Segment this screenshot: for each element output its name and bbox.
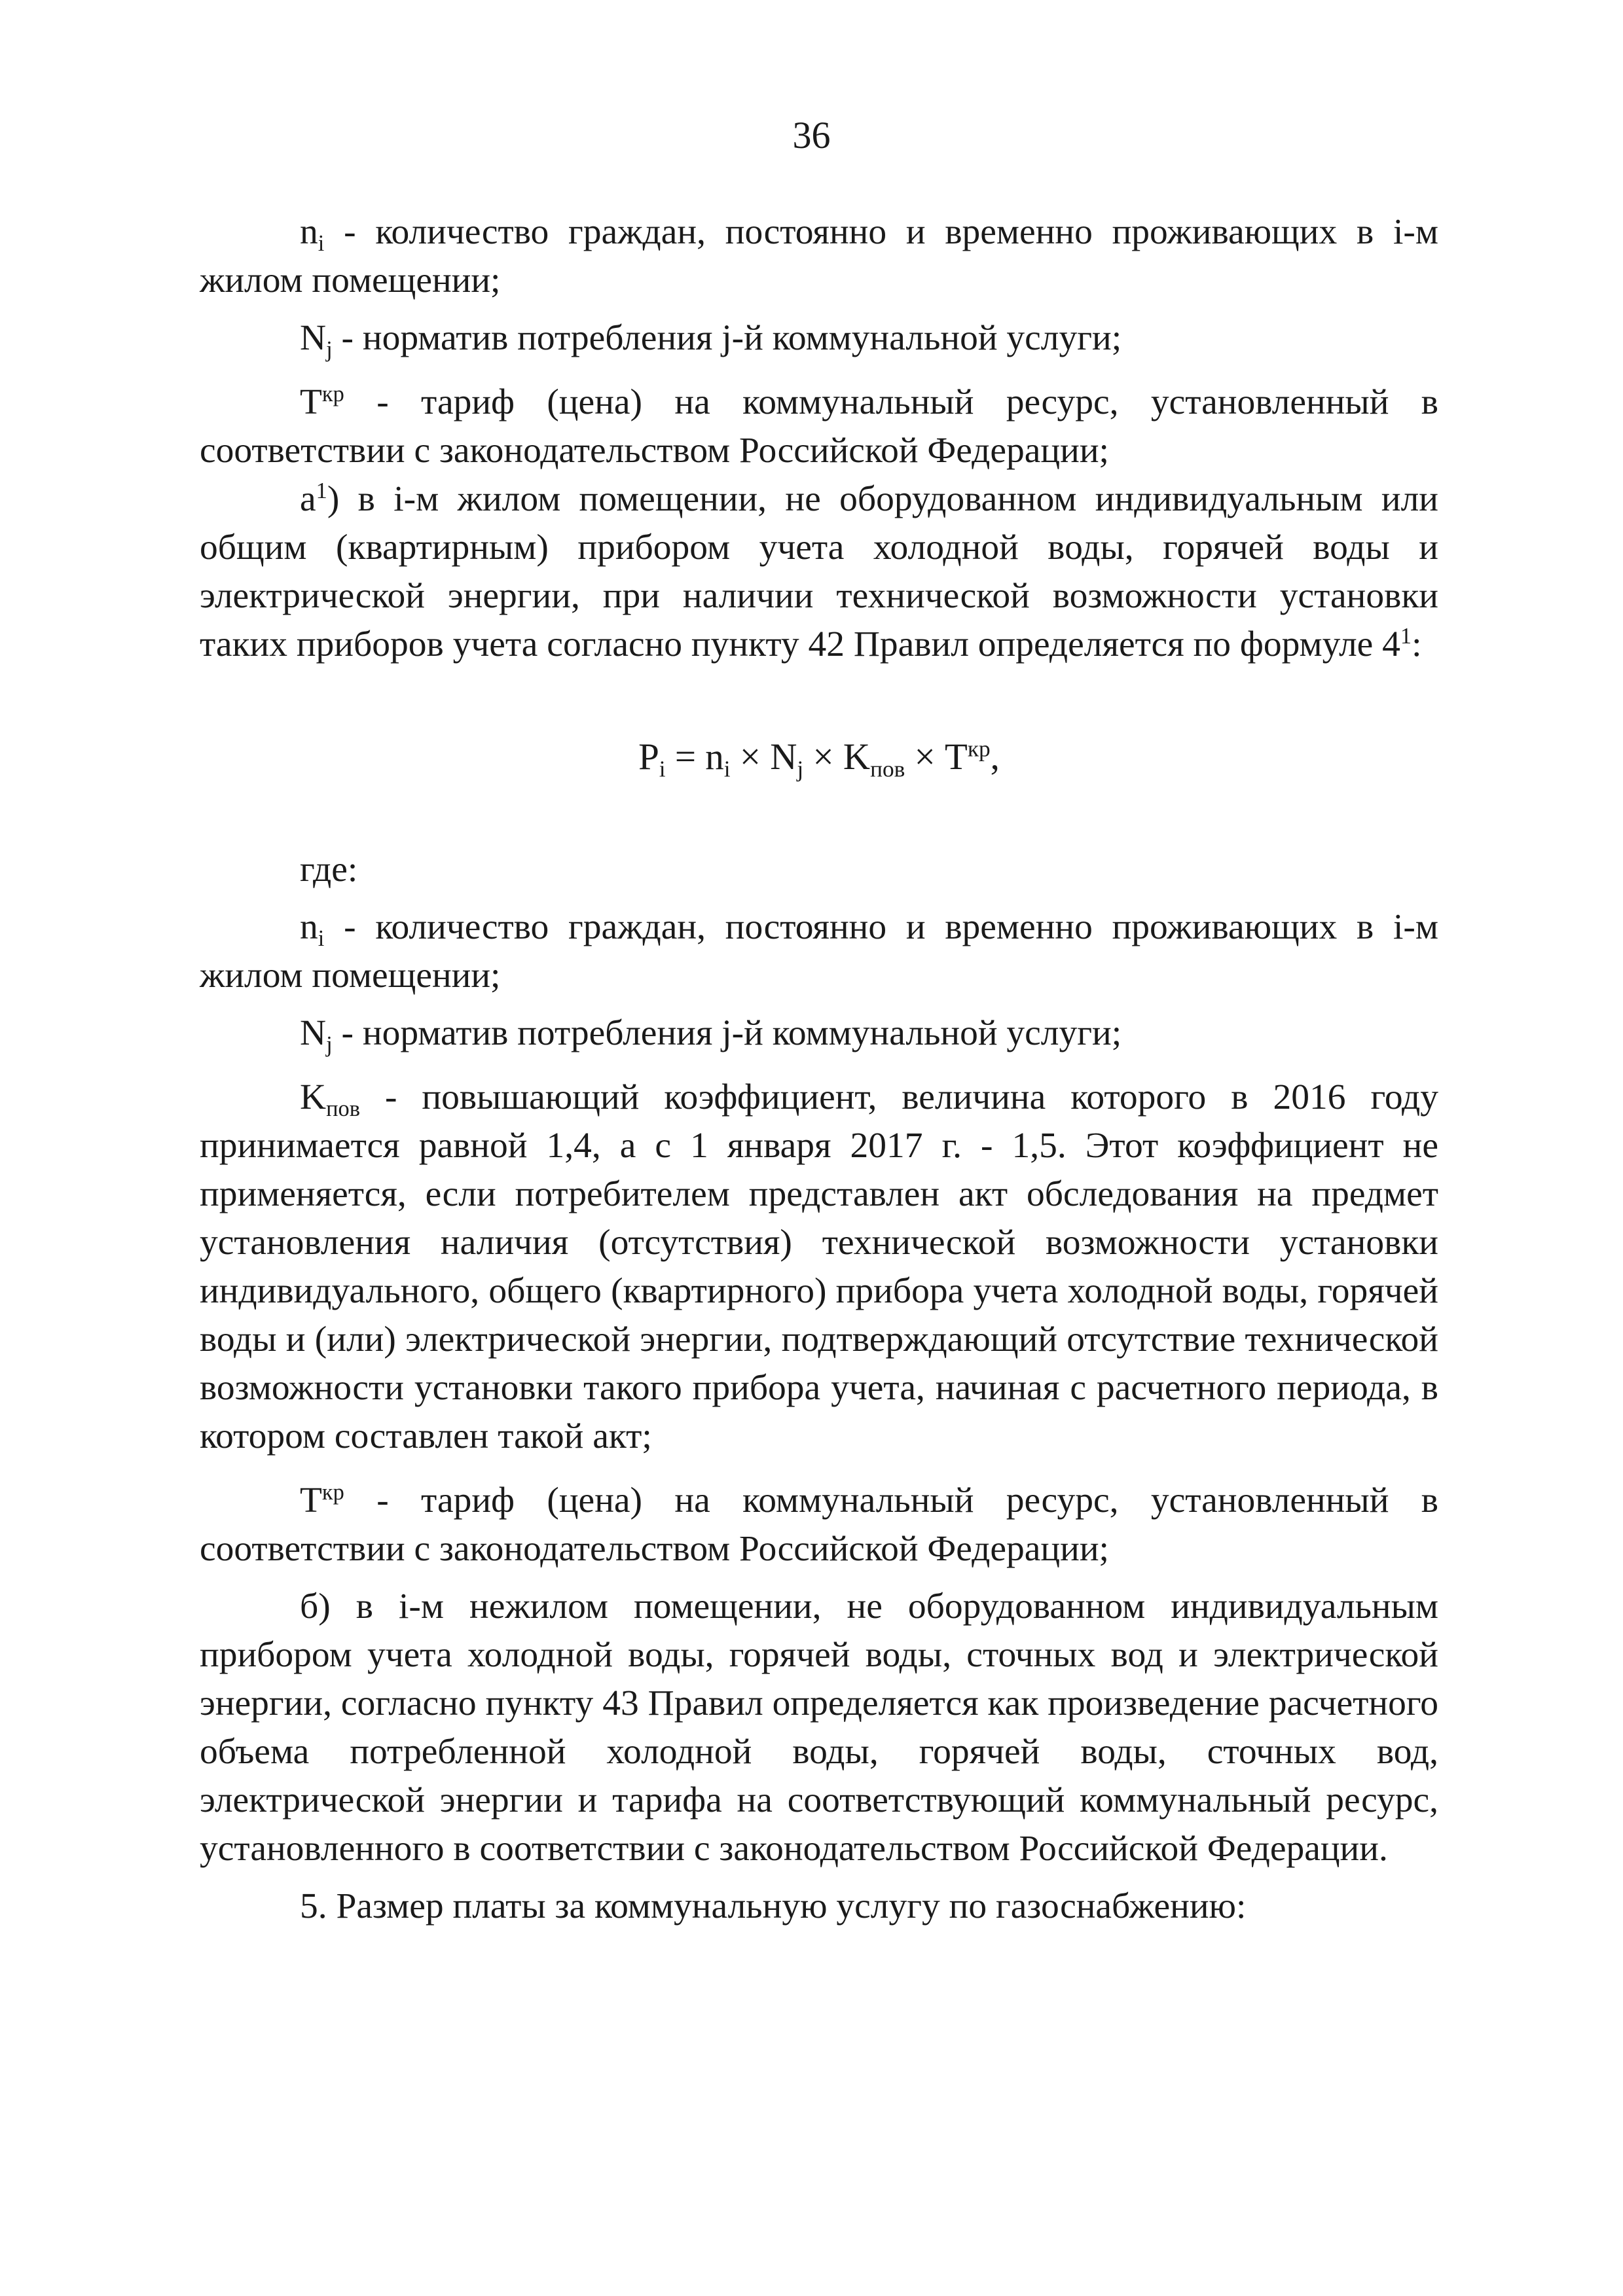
symbol-T-superscript: кр (321, 1480, 344, 1505)
clause-b: б) в i-м нежилом помещении, не оборудованном индивидуальным прибором учета холодной воды, горячей воды, сточных вод и электрической энергии, согласно пункту 43 Правил определяется как произведение расчетного объема потребленной холодной воды, горячей воды, сточных вод, электрической энергии и тарифа на соответствующий коммунальный ресурс, установленного в соответствии с законодательством Российской Федерации. (200, 1587, 1438, 1869)
clause-a1-text: ) в i-м жилом помещении, не оборудованном индивидуальным или общим (квартирным) прибором учета холодной воды, горячей воды и электрической энергии, при наличии технической возможности установки таких приборов учета согласно пункту 42 Правил определяется по формуле 4 (200, 479, 1438, 664)
definition-N-top (200, 314, 1438, 363)
symbol-T: T (300, 382, 322, 422)
symbol-N-subscript: j (326, 337, 333, 362)
item-5: 5. Размер платы за коммунальную услугу по газоснабжению: (300, 1886, 1247, 1926)
symbol-n: n (300, 212, 318, 252)
symbol-T-superscript: кр (321, 382, 344, 407)
definition-text: - повышающий коэффициент, величина которого в 2016 году принимается равной 1,4, а с 1 января 2017 г. - 1,5. Этот коэффициент не применяется, если потребителем представлен акт обследования на предмет установления наличия (отсутствия) технической возможности установки индивидуального, общего (квартирного) прибора учета холодной воды, горячей воды и (или) электрической энергии, подтверждающий отсутствие технической возможности установки такого прибора учета, начиная с расчетного периода, в котором составлен такой акт; (200, 1077, 1438, 1456)
symbol-n-subscript: i (318, 926, 325, 951)
definition-text: - количество граждан, постоянно и временно проживающих в i-м жилом помещении; (200, 212, 1438, 300)
formula-4-1: $P_i = n_i \times N_j \times K_{пов} \times T^{кр}$, (638, 736, 1000, 782)
definition-text: - тариф (цена) на коммунальный ресурс, установленный в соответствии с законодательством Российской Федерации; (200, 1480, 1438, 1569)
definition-text: - норматив потребления j-й коммунальной услуги; (332, 1013, 1122, 1053)
symbol-N: N (300, 318, 327, 358)
clause-a1-tail: : (1412, 624, 1422, 664)
definition-N-bottom (200, 1009, 1438, 1058)
symbol-n-subscript: i (318, 231, 325, 256)
clause-a1 (200, 475, 1438, 669)
symbol-K-subscript: пов (326, 1096, 360, 1121)
definition-text: - количество граждан, постоянно и временно проживающих в i-м жилом помещении; (200, 907, 1438, 996)
where-label: где: (300, 850, 358, 889)
clause-a1-label: а (300, 479, 316, 519)
definition-K-bottom (200, 1073, 1438, 1461)
definition-text: - норматив потребления j-й коммунальной услуги; (332, 318, 1122, 358)
page-number: 36 (792, 114, 831, 156)
symbol-N: N (300, 1013, 327, 1053)
symbol-n: n (300, 907, 318, 947)
definition-T-bottom (200, 1477, 1438, 1573)
definition-text: - тариф (цена) на коммунальный ресурс, установленный в соответствии с законодательством Российской Федерации; (200, 382, 1438, 471)
symbol-K: K (300, 1077, 327, 1117)
formula-ref-superscript: 1 (1400, 624, 1412, 649)
symbol-N-subscript: j (326, 1032, 333, 1057)
document-body (200, 208, 1438, 1931)
symbol-T: T (300, 1480, 322, 1520)
clause-a1-label-superscript: 1 (316, 478, 327, 504)
definition-n-bottom (200, 903, 1438, 1000)
definition-T-top (200, 378, 1438, 475)
definition-n-top (200, 208, 1438, 305)
